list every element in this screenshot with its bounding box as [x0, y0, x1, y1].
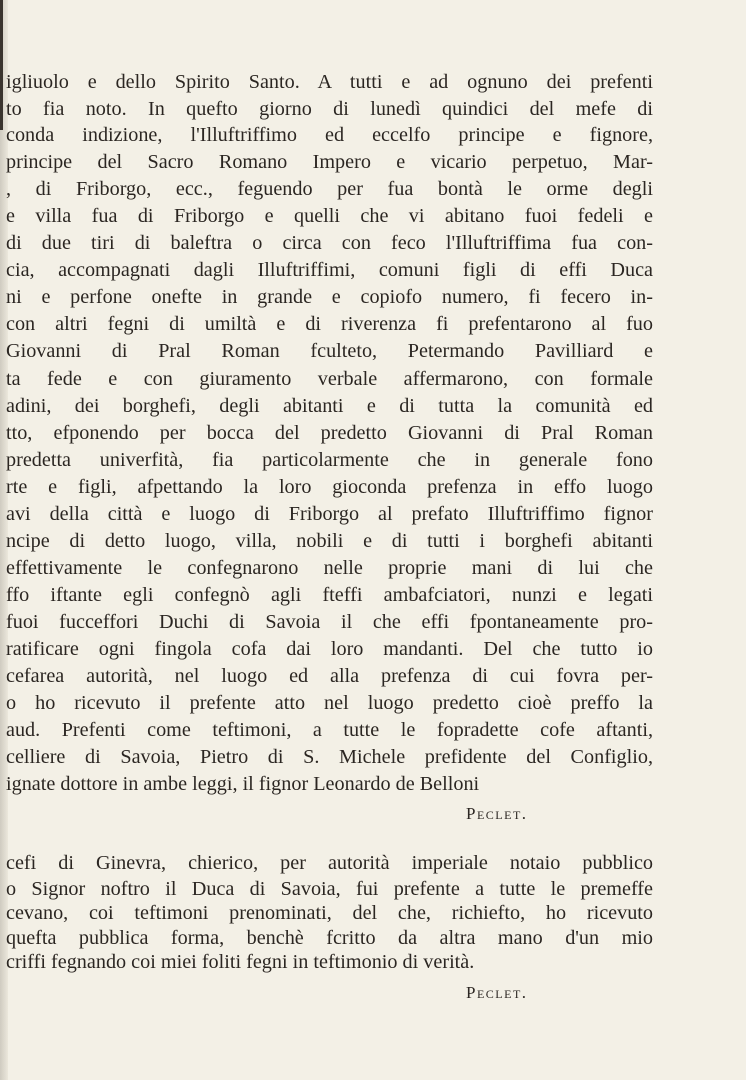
- text-line: Giovanni di Pral Roman fculteto, Petermando Pavilliard e: [6, 340, 653, 362]
- text-line: o ho ricevuto il prefente atto nel luogo predetto cioè preffo la: [6, 692, 653, 714]
- text-line: e villa fua di Friborgo e quelli che vi abitano fuoi fedeli e: [6, 205, 653, 227]
- text-line: celliere di Savoia, Pietro di S. Michele prefidente del Configlio,: [6, 746, 653, 768]
- text-line: o Signor noftro il Duca di Savoia, fui prefente a tutte le premeffe: [6, 878, 653, 900]
- text-line: ni e perfone onefte in grande e copiofo numero, fi fecero in-: [6, 286, 653, 308]
- signature-peclet: Peclet.: [466, 804, 528, 823]
- text-line: criffi fegnando coi miei foliti fegni in teftimonio di verità.: [6, 951, 475, 973]
- text-line: fuoi fucceffori Duchi di Savoia il che effi fpontaneamente pro-: [6, 611, 653, 633]
- text-line: principe del Sacro Romano Impero e vicario perpetuo, Mar-: [6, 151, 653, 173]
- text-line: cevano, coi teftimoni prenominati, del che, richiefto, ho ricevuto: [6, 902, 653, 924]
- text-line: quefta pubblica forma, benchè fcritto da altra mano d'un mio: [6, 927, 653, 949]
- text-line: ignate dottore in ambe leggi, il fignor Leonardo de Belloni: [6, 773, 480, 795]
- text-line: igliuolo e dello Spirito Santo. A tutti e ad ognuno dei prefenti: [6, 71, 653, 93]
- text-line: , di Friborgo, ecc., feguendo per fua bontà le orme degli: [6, 178, 653, 200]
- text-line: adini, dei borghefi, degli abitanti e di tutta la comunità ed: [6, 395, 653, 417]
- text-line: rte e figli, afpettando la loro gioconda prefenza in effo luogo: [6, 476, 653, 498]
- text-line: ta fede e con giuramento verbale affermarono, con formale: [6, 368, 653, 390]
- text-line: ffo iftante egli confegnò agli fteffi ambafciatori, nunzi e legati: [6, 584, 653, 606]
- text-line: tto, efponendo per bocca del predetto Giovanni di Pral Roman: [6, 422, 653, 444]
- text-line: effettivamente le confegnarono nelle proprie mani di lui che: [6, 557, 653, 579]
- text-line: predetta univerfità, fia particolarmente che in generale fono: [6, 449, 653, 471]
- text-line: aud. Prefenti come teftimoni, a tutte le fopradette cofe aftanti,: [6, 719, 653, 741]
- text-line: cia, accompagnati dagli Illuftriffimi, comuni figli di effi Duca: [6, 259, 653, 281]
- text-line: conda indizione, l'Illuftriffimo ed eccelfo principe e fignore,: [6, 124, 653, 146]
- text-line: di due tiri di baleftra o circa con feco l'Illuftriffima fua con-: [6, 232, 653, 254]
- text-line: ncipe di detto luogo, villa, nobili e di tutti i borghefi abitanti: [6, 530, 653, 552]
- text-line: cefi di Ginevra, chierico, per autorità imperiale notaio pubblico: [6, 852, 653, 874]
- text-line: cefarea autorità, nel luogo ed alla prefenza di cui fovra per-: [6, 665, 653, 687]
- text-line: avi della città e luogo di Friborgo al prefato Illuftriffimo fignor: [6, 503, 653, 525]
- signature-peclet-closing: Peclet.: [466, 983, 528, 1002]
- binding-edge: [0, 0, 3, 130]
- text-line: to fia noto. In quefto giorno di lunedì quindici del mefe di: [6, 98, 653, 120]
- text-line: con altri fegni di umiltà e di riverenza fi prefentarono al fuo: [6, 313, 653, 335]
- text-line: ratificare ogni fingola cofa dai loro mandanti. Del che tutto io: [6, 638, 653, 660]
